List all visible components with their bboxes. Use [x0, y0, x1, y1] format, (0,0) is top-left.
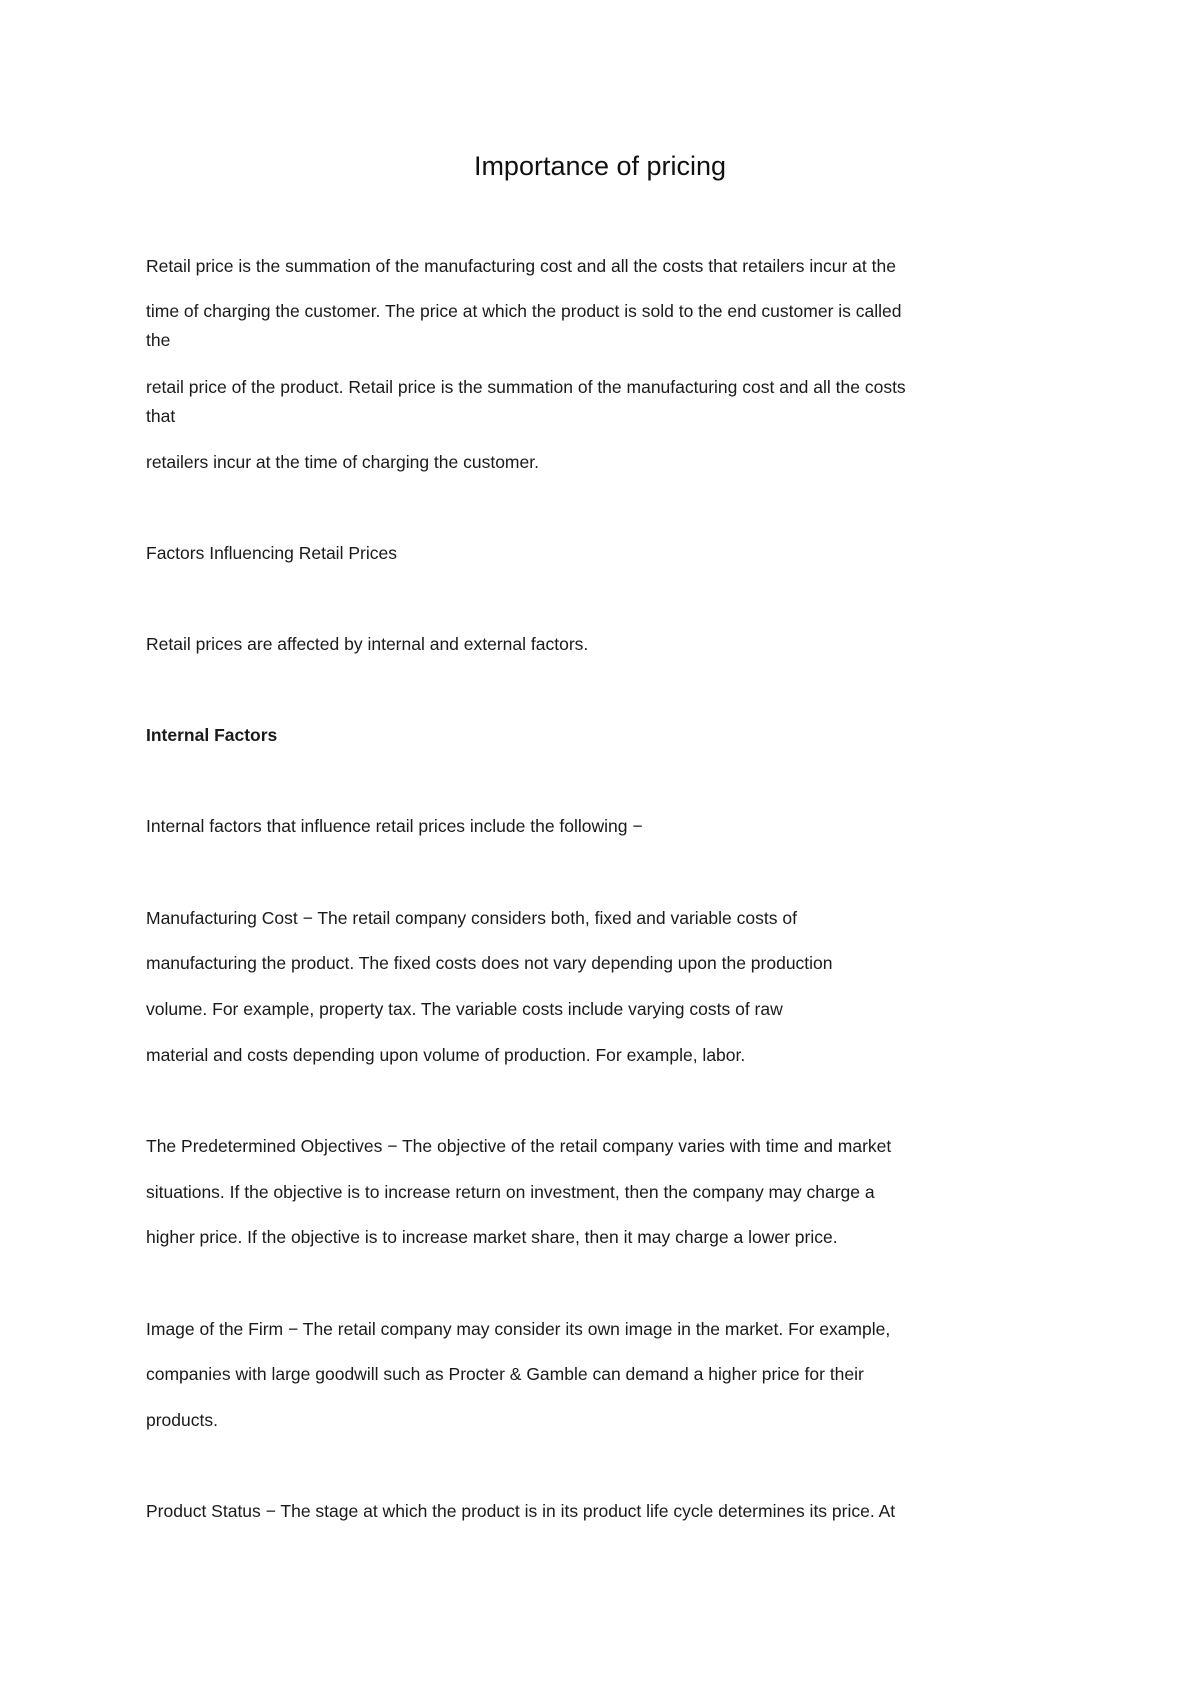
paragraph-line: The Predetermined Objectives − The objective of the retail company varies with time and market [146, 1136, 892, 1156]
document-title: Importance of pricing [473, 151, 727, 181]
paragraph-line: Retail prices are affected by internal and external factors. [146, 634, 589, 654]
paragraph-line: Image of the Firm − The retail company may consider its own image in the market. For example, [146, 1319, 891, 1339]
paragraph-line: that [146, 406, 176, 426]
paragraph-line: retail price of the product. Retail price is the summation of the manufacturing cost and all the costs [146, 377, 906, 397]
paragraph-line: time of charging the customer. The price at which the product is sold to the end customer is called [146, 301, 902, 321]
paragraph-line: material and costs depending upon volume of production. For example, labor. [146, 1045, 746, 1065]
paragraph-line: Internal factors that influence retail prices include the following − [146, 816, 643, 836]
paragraph-line: Manufacturing Cost − The retail company considers both, fixed and variable costs of [146, 908, 797, 928]
paragraph-line: situations. If the objective is to increase return on investment, then the company may charge a [146, 1182, 875, 1202]
paragraph-line: the [146, 330, 171, 350]
paragraph-line: companies with large goodwill such as Procter & Gamble can demand a higher price for their [146, 1364, 864, 1384]
paragraph-line: higher price. If the objective is to increase market share, then it may charge a lower price. [146, 1227, 838, 1247]
paragraph-line: Product Status − The stage at which the product is in its product life cycle determines its price. At [146, 1501, 896, 1521]
section-heading: Factors Influencing Retail Prices [146, 543, 397, 563]
subsection-heading: Internal Factors [146, 725, 278, 745]
paragraph-line: manufacturing the product. The fixed costs does not vary depending upon the production [146, 953, 833, 973]
paragraph-line: Retail price is the summation of the manufacturing cost and all the costs that retailers incur at the [146, 256, 896, 276]
paragraph-line: products. [146, 1410, 218, 1430]
paragraph-line: retailers incur at the time of charging the customer. [146, 452, 539, 472]
paragraph-line: volume. For example, property tax. The variable costs include varying costs of raw [146, 999, 783, 1019]
